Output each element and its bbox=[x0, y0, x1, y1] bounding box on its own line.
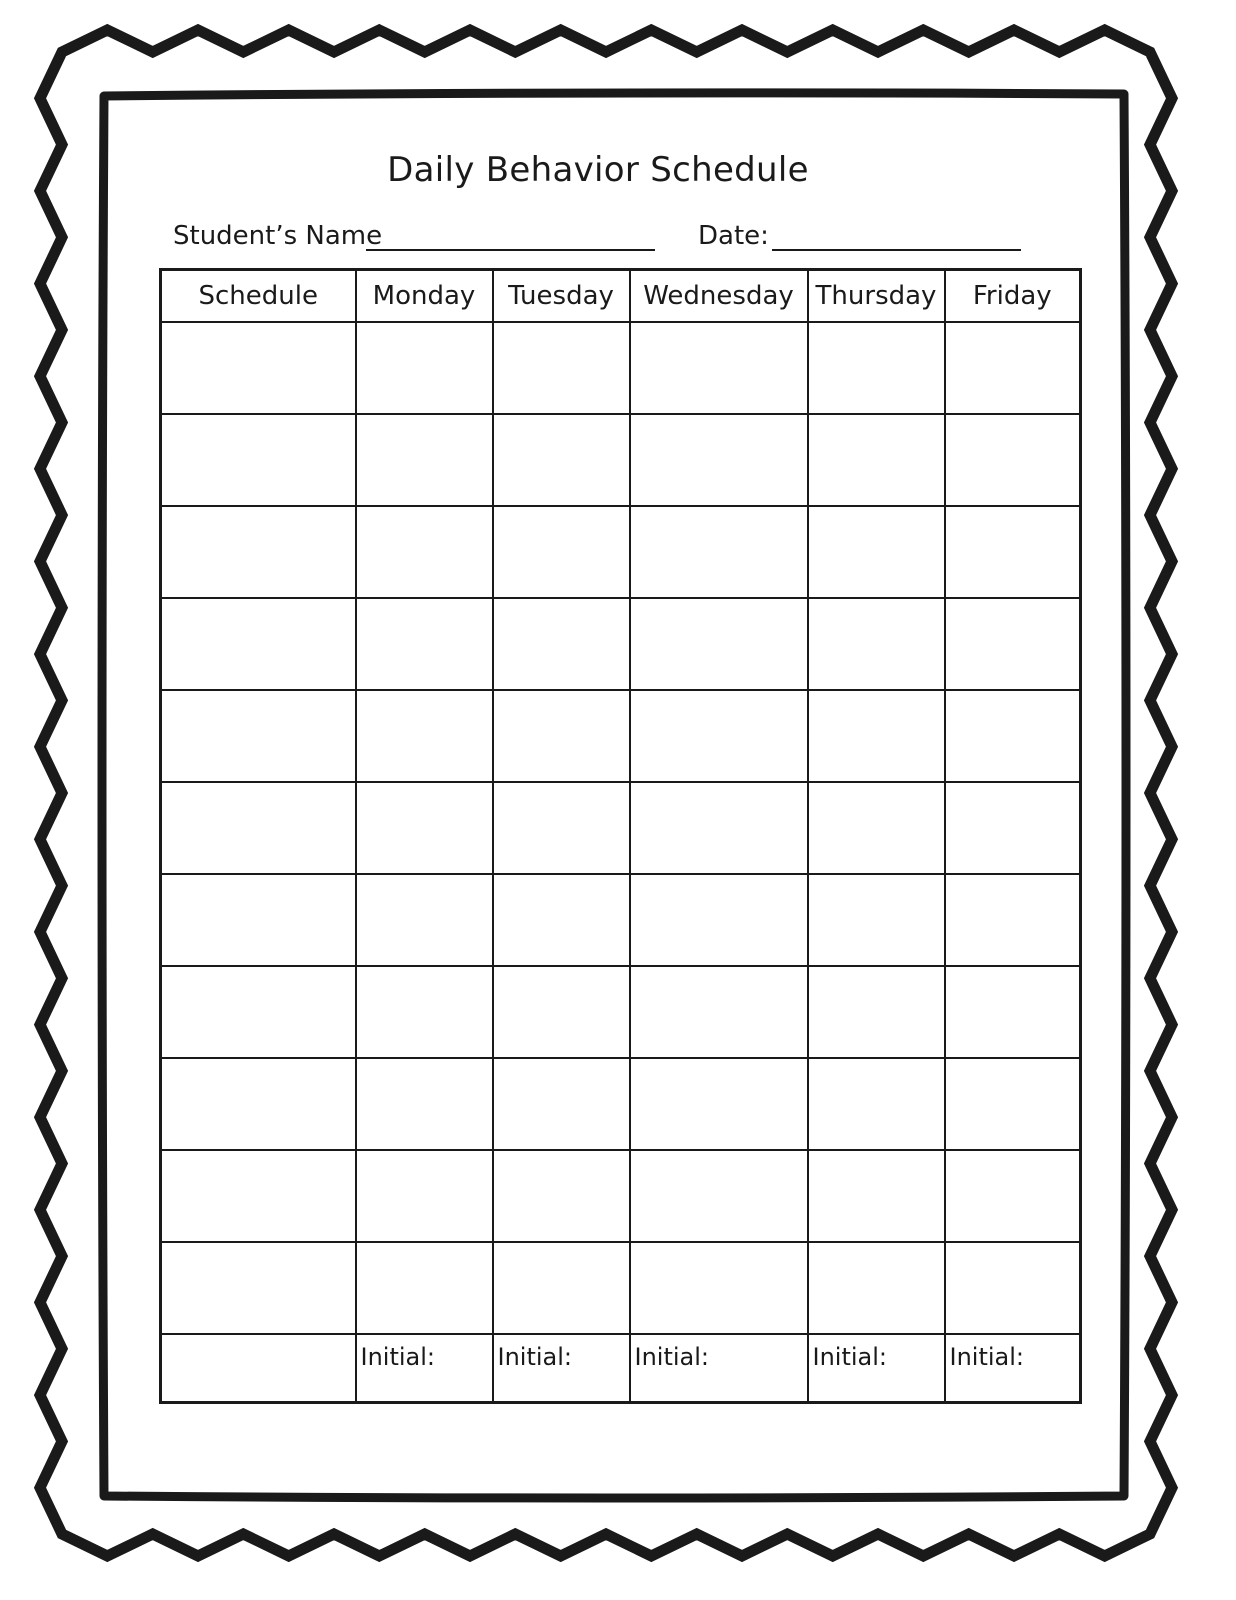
schedule-cell[interactable] bbox=[161, 1150, 356, 1242]
schedule-cell[interactable] bbox=[161, 1242, 356, 1334]
behavior-cell[interactable] bbox=[945, 1058, 1081, 1150]
behavior-cell[interactable] bbox=[808, 782, 945, 874]
table-row bbox=[161, 874, 1081, 966]
column-header-wednesday: Wednesday bbox=[630, 270, 808, 323]
behavior-cell[interactable] bbox=[493, 1242, 630, 1334]
behavior-cell[interactable] bbox=[808, 414, 945, 506]
initials-cell-tuesday[interactable]: Initial: bbox=[493, 1334, 630, 1403]
schedule-cell[interactable] bbox=[161, 598, 356, 690]
behavior-cell[interactable] bbox=[945, 1150, 1081, 1242]
behavior-cell[interactable] bbox=[808, 966, 945, 1058]
table-header-row bbox=[161, 270, 1081, 323]
behavior-schedule-table bbox=[159, 268, 1082, 1404]
initials-cell-wednesday[interactable]: Initial: bbox=[630, 1334, 808, 1403]
behavior-cell[interactable] bbox=[808, 690, 945, 782]
behavior-cell[interactable] bbox=[945, 690, 1081, 782]
behavior-cell[interactable] bbox=[630, 874, 808, 966]
page-title: Daily Behavior Schedule bbox=[387, 150, 809, 190]
table-row bbox=[161, 598, 1081, 690]
table-row bbox=[161, 1150, 1081, 1242]
behavior-cell[interactable] bbox=[356, 506, 493, 598]
behavior-cell[interactable] bbox=[945, 598, 1081, 690]
behavior-cell[interactable] bbox=[493, 598, 630, 690]
table-row bbox=[161, 690, 1081, 782]
schedule-cell[interactable] bbox=[161, 690, 356, 782]
schedule-cell[interactable] bbox=[161, 1058, 356, 1150]
behavior-cell[interactable] bbox=[945, 414, 1081, 506]
behavior-cell[interactable] bbox=[808, 1242, 945, 1334]
behavior-cell[interactable] bbox=[630, 782, 808, 874]
behavior-cell[interactable] bbox=[493, 322, 630, 414]
schedule-cell[interactable] bbox=[161, 414, 356, 506]
behavior-cell[interactable] bbox=[630, 1058, 808, 1150]
table-row bbox=[161, 1242, 1081, 1334]
behavior-cell[interactable] bbox=[945, 506, 1081, 598]
initials-cell-schedule[interactable] bbox=[161, 1334, 356, 1403]
behavior-cell[interactable] bbox=[356, 414, 493, 506]
behavior-cell[interactable] bbox=[356, 782, 493, 874]
table-body bbox=[161, 322, 1081, 1403]
behavior-cell[interactable] bbox=[630, 322, 808, 414]
schedule-cell[interactable] bbox=[161, 782, 356, 874]
behavior-cell[interactable] bbox=[630, 506, 808, 598]
behavior-cell[interactable] bbox=[808, 506, 945, 598]
behavior-cell[interactable] bbox=[356, 1150, 493, 1242]
behavior-cell[interactable] bbox=[356, 322, 493, 414]
student-name-label: Student’s Name bbox=[173, 221, 383, 251]
behavior-cell[interactable] bbox=[630, 966, 808, 1058]
schedule-cell[interactable] bbox=[161, 966, 356, 1058]
column-header-friday: Friday bbox=[945, 270, 1081, 323]
behavior-cell[interactable] bbox=[356, 1242, 493, 1334]
behavior-cell[interactable] bbox=[630, 1150, 808, 1242]
behavior-cell[interactable] bbox=[356, 874, 493, 966]
behavior-cell[interactable] bbox=[493, 1150, 630, 1242]
schedule-cell[interactable] bbox=[161, 322, 356, 414]
behavior-cell[interactable] bbox=[945, 1242, 1081, 1334]
schedule-cell[interactable] bbox=[161, 874, 356, 966]
behavior-cell[interactable] bbox=[808, 598, 945, 690]
behavior-cell[interactable] bbox=[493, 782, 630, 874]
date-label: Date: bbox=[698, 221, 769, 251]
behavior-cell[interactable] bbox=[808, 874, 945, 966]
behavior-cell[interactable] bbox=[630, 598, 808, 690]
table-row bbox=[161, 322, 1081, 414]
date-field[interactable] bbox=[772, 249, 1021, 251]
behavior-cell[interactable] bbox=[945, 782, 1081, 874]
initials-cell-thursday[interactable]: Initial: bbox=[808, 1334, 945, 1403]
behavior-cell[interactable] bbox=[945, 874, 1081, 966]
behavior-cell[interactable] bbox=[808, 1058, 945, 1150]
column-header-thursday: Thursday bbox=[808, 270, 945, 323]
table-row bbox=[161, 1058, 1081, 1150]
behavior-cell[interactable] bbox=[493, 1058, 630, 1150]
behavior-cell[interactable] bbox=[493, 874, 630, 966]
table-row bbox=[161, 966, 1081, 1058]
behavior-cell[interactable] bbox=[356, 966, 493, 1058]
table-row bbox=[161, 782, 1081, 874]
behavior-cell[interactable] bbox=[493, 506, 630, 598]
column-header-monday: Monday bbox=[356, 270, 493, 323]
behavior-cell[interactable] bbox=[630, 414, 808, 506]
behavior-cell[interactable] bbox=[808, 322, 945, 414]
column-header-schedule: Schedule bbox=[161, 270, 356, 323]
behavior-cell[interactable] bbox=[356, 598, 493, 690]
behavior-cell[interactable] bbox=[493, 966, 630, 1058]
student-name-field[interactable] bbox=[366, 249, 655, 251]
initials-row bbox=[161, 1334, 1081, 1403]
behavior-cell[interactable] bbox=[945, 966, 1081, 1058]
behavior-cell[interactable] bbox=[945, 322, 1081, 414]
behavior-cell[interactable] bbox=[808, 1150, 945, 1242]
behavior-cell[interactable] bbox=[356, 690, 493, 782]
behavior-cell[interactable] bbox=[630, 690, 808, 782]
schedule-cell[interactable] bbox=[161, 506, 356, 598]
initials-cell-friday[interactable]: Initial: bbox=[945, 1334, 1081, 1403]
behavior-cell[interactable] bbox=[356, 1058, 493, 1150]
behavior-cell[interactable] bbox=[493, 414, 630, 506]
behavior-cell[interactable] bbox=[630, 1242, 808, 1334]
initials-cell-monday[interactable]: Initial: bbox=[356, 1334, 493, 1403]
table-row bbox=[161, 414, 1081, 506]
behavior-cell[interactable] bbox=[493, 690, 630, 782]
table-row bbox=[161, 506, 1081, 598]
column-header-tuesday: Tuesday bbox=[493, 270, 630, 323]
